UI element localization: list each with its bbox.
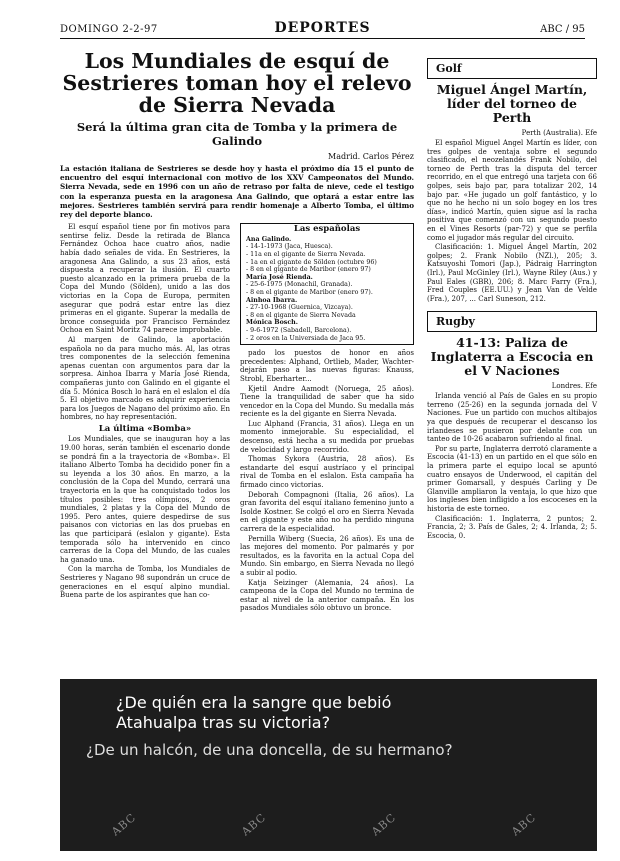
watermark: ABC [369,810,399,839]
athlete-line: - 27-10-1968 (Guernica, Vizcaya). [246,304,353,312]
box-entry [246,319,408,342]
paragraph: Kjetil Andre Aamodt (Noruega, 25 años). Tiene la tranquilidad de saber que ha sido vencedor en la Copa del Mundo. Su medalla más reciente es la del gigante en Sierra Nevada. [240,384,414,419]
paragraph: Katja Seizinger (Alemania, 24 años). La campeona de la Copa del Mundo no termina de estar al nivel de la anterior campaña. En los pasados Mundiales sólo obtuvo un bronce. [240,578,414,613]
ad-line-3: ¿De un halcón, de una doncella, de su hermano? [86,741,453,759]
rugby-headline: 41-13: Paliza de Inglaterra a Escocia en el V Naciones [430,335,594,379]
athlete-line: - 8 en el gigante de Maribor (enero 97) [246,266,371,274]
paragraph: El español Miguel Angel Martín es líder, con tres golpes de ventaja sobre el segundo clasificado, el neozelandés Frank Nobilo, del torneo de Perth tras la disputa del tercer recorrido, en el que entregó una tarjeta con 66 golpes, seis bajo par, para totalizar 202, 14 bajo par. «He jugado un golf fantástico, y lo que no he hecho ni un solo bogey en los tres días», indicó Martín, quien sigue así la racha positiva que comenzó con un segundo puesto en el Vines Resorts (par-72) y que se perfila como el jugador más regular del circuito. [427,139,597,242]
issue-date: DOMINGO 2-2-97 [60,24,158,35]
article-headline: Los Mundiales de esquí de Sestrieres toman hoy el relevo de Sierra Nevada [62,49,412,117]
ad-question [116,693,391,733]
athlete-line: - 2 oros en la Universiada de Jaca 95. [246,334,366,342]
paragraph: Al margen de Galindo, la aportación española no da para mucho más. Al, las otras tres componentes de la selección femenina apenas cuentan con argumentos para dar la sorpresa. Ainhoa Ibarra y María José Rienda, compañeras junto con Galindo en el gigante el día 5. Mónica Bosch lo hará en el eslalon el día 5. El objetivo marcado es adquirir experiencia para los Juegos de Nagano del próximo año. En hombres, no hay representación. [60,335,230,422]
athlete-line: - 11a en el gigante de Sierra Nevada. [246,251,366,258]
article-column-left [60,223,230,601]
box-entry [246,274,408,297]
paragraph: Con la marcha de Tomba, los Mundiales de Sestrieres y Nagano 98 supondrán un cruce de generaciones en el esquí alpino mundial. Buena parte de los aspirantes que han co- [60,565,230,600]
main-article [60,44,414,613]
athlete-line: - 1a en el gigante de Sölden (octubre 96) [246,258,377,266]
watermark: ABC [509,810,539,839]
golf-headline: Miguel Ángel Martín, líder del torneo de Perth [436,82,588,125]
paragraph: Irlanda venció al País de Gales en su propio terreno (25-26) en la segunda jornada del V Naciones. Fue un partido con muchos altibajos ya que después de recuperar el descanso los irlandeses se pusieron por delante con un tanteo de 10-26 acabaron sufriendo al final. [427,392,597,444]
sidebar-box-spaniards [240,223,414,345]
athlete-line: - 25-6-1975 (Monachil, Granada). [246,281,353,289]
athlete-name: Ana Galindo. [246,235,292,243]
athlete-name: Mónica Bosch. [246,319,298,327]
golf-section-tag: Golf [427,58,597,79]
golf-dateline: Perth (Australia). Efe [521,129,597,137]
rugby-dateline: Londres. Efe [551,382,597,391]
box-entry [246,297,408,320]
paragraph: Deborah Compagnoni (Italia, 26 años). La gran favorita del esquí italiano femenino junto a Isolde Kostner. Se colgó el oro en Sierra Nevada en el gigante y este año no ha perdido ninguna carrera de la especialidad. [240,490,414,533]
rugby-body [427,392,597,540]
article-lead: La estación italiana de Sestrieres se desde hoy y hasta el próximo día 15 el punto de encuentro del esquí internacional con motivo de los XXV Campeonatos del Mundo. Sierra Nevada, sede en 1996 con un año de retraso por falta de nieve, cede el testigo con la esperanza puesta en la aragonesa Ana Galindo, que optará a estar entre las mejores. Sestrieres también servirá para rendir homenaje a Alberto Tomba, el último rey del deporte blanco. [60,164,414,220]
box-entry [246,236,408,274]
article-subheadline: Será la última gran cita de Tomba y la primera de Galindo [76,120,398,148]
paragraph: Pernilla Wiberg (Suecia, 26 años). Es una de las mejores del momento. Por palmarés y por resultados, es la favorita en la actual Copa del Mundo. Sin embargo, en Sierra Nevada no llegó a subir al podio. [240,534,414,577]
article-byline: Madrid. Carlos Pérez [328,152,414,161]
paragraph: El esquí español tiene por fin motivos para sentirse feliz. Desde la retirada de Blanca Fernández Ochoa hace cuatro años, nadie había dado señales de vida. En Sestrieres, la aragonesa Ana Galindo, a sus 23 años, está dispuesta a recuperar la ilusión. El cuarto puesto alcanzado en la primera prueba de la Copa del Mundo (Sölden), unido a las dos victorias en la Copa de Europa, permiten asegurar que podrá estar entre las diez primeras en el gigante. Superar la medalla de bronce conseguida por Francisco Fernández Ochoa en Saint Moritz 74 parece improbable. [60,223,230,335]
side-column [427,58,597,541]
paragraph: Los Mundiales, que se inauguran hoy a las 19.00 horas, serán también el escenario donde se pondrá fin a la trayectoria de «Bomba». El italiano Alberto Tomba ha decidido poner fin a su leyenda a los 30 años. En marzo, a la conclusión de la Copa del Mundo, cerrará una trayectoria en la que ha conquistado todos los títulos posibles: tres olímpicos, 2 oros mundiales, 2 platas y la Copa del Mundo de 1995. Pero antes, quiere despedirse de sus paisanos con victorias en las dos pruebas en las que participará (eslalon y gigante). Esta temporada sólo ha intervenido en cinco carreras de la Copa del Mundo, de las cuales ha ganado una. [60,435,230,564]
athlete-name: María José Rienda. [246,273,313,281]
ad-line-1: ¿De quién era la sangre que bebió [116,693,392,712]
watermark: ABC [109,810,139,839]
athlete-line: - 8 en el gigante de Sierra Nevada [246,311,356,319]
paragraph: Clasificación: 1. Miguel Ángel Martín, 202 golpes; 2. Frank Nobilo (NZl.), 205; 3. Katsuyoshi Tomori (Jap.), Pádraig Harrington (Irl.), Paul McGinley (Irl.), Wayne Riley (Aus.) y Paul Eales (GBR), 206; 8. Marc Farry (Fra.), Fred Couples (EE.UU.) y Jean Van de Velde (Fra.), 207, ... Carl Suneson, 212. [427,243,597,303]
athlete-name: Ainhoa Ibarra. [246,296,298,304]
article-column-right [240,223,414,614]
athlete-line: - 14-1-1973 (Jaca, Huesca). [246,243,333,251]
page-header [60,22,585,39]
ad-line-2: Atahualpa tras su victoria? [116,713,331,732]
column-subheading: La última «Bomba» [98,423,192,434]
paragraph: Luc Alphand (Francia, 31 años). Llega en un momento inmejorable. Su especialidad, el descenso, está hecha a su medida por pruebas de velocidad y largo recorrido. [240,419,414,454]
paragraph: pado los puestos de honor en años precedentes: Alphand, Ortlieb, Mader, Wachter- dejarán paso a las nuevas figuras: Knauss, Strobl, Eberharter... [240,349,414,383]
athlete-line: - 8 en el gigante de Maribor (enero 97). [246,288,373,296]
paragraph: Thomas Sykora (Austria, 28 años). Es estandarte del esquí austríaco y el principal rival de Tomba en el eslalon. Esta campaña ha firmado cinco victorias. [240,455,414,490]
paragraph: Clasificación: 1. Inglaterra, 2 puntos; 2. Francia, 2; 3. País de Gales, 2; 4. Irlanda, 2; 5. Escocia, 0. [427,514,597,540]
watermark: ABC [239,810,269,839]
box-title: Las españolas [293,224,361,235]
paragraph: Por su parte, Inglaterra derrotó claramente a Escocia (41-13) en un partido en el que sólo en la primera parte el equipo local se apuntó cuatro ensayos de Underwood, el capitán del primer Gomarsall, y después Carling y De Glanville ampliaron la ventaja, lo que hizo que los ingleses bien infligido a los escoceses en la historia de este torneo. [427,444,597,513]
section-title: DEPORTES [274,20,371,36]
athlete-line: - 9-6-1972 (Sabadell, Barcelona). [246,326,352,334]
rugby-section-tag: Rugby [427,311,597,332]
page-number: ABC / 95 [540,24,585,35]
golf-body [427,139,597,303]
